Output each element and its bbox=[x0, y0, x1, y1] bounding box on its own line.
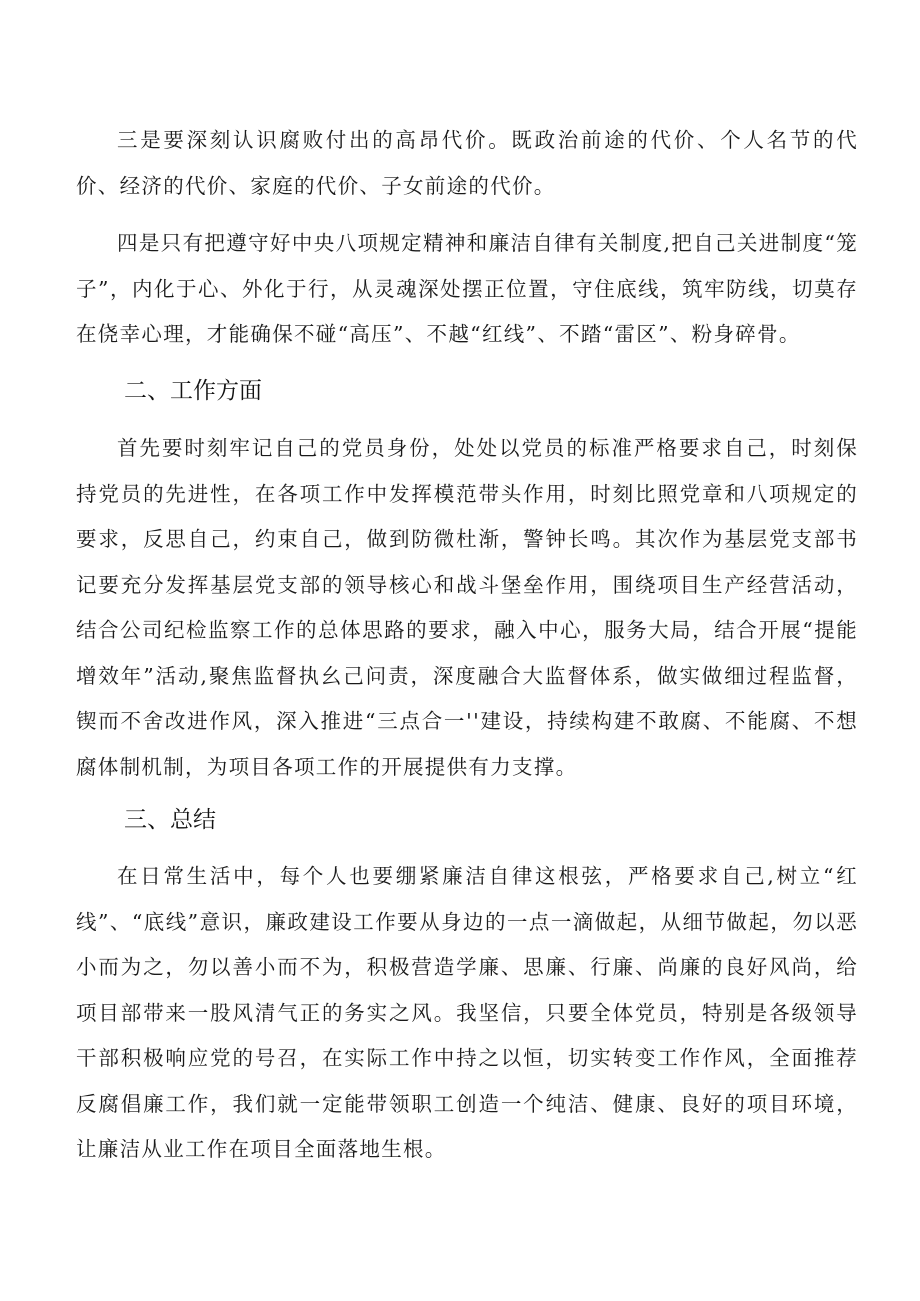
paragraph-cost-of-corruption: 三是要深刻认识腐败付出的高昂代价。既政治前途的代价、个人名节的代价、经济的代价、家庭的代价、子女前途的代价。 bbox=[76, 128, 858, 198]
paragraph-work: 首先要时刻牢记自己的党员身份，处处以党员的标准严格要求自己，时刻保持党员的先进性，在各项工作中发挥模范带头作用，时刻比照党章和八项规定的要求，反思自己，约束自己，做到防微杜渐，警钟长鸣。其次作为基层党支部书记要充分发挥基层党支部的领导核心和战斗堡垒作用，围绕项目生产经营活动，结合公司纪检监察工作的总体思路的要求，融入中心，服务大局，结合开展“提能增效年”活动,聚焦监督执幺己问责，深度融合大监督体系，做实做细过程监督，锲而不舍改进作风，深入推进“三点合一''建设，持续构建不敢腐、不能腐、不想腐体制机制，为项目各项工作的开展提供有力支撑。 bbox=[76, 436, 858, 779]
section-heading-summary: 三、总结 bbox=[124, 807, 216, 833]
paragraph-summary: 在日常生活中，每个人也要绷紧廉洁自律这根弦，严格要求自己,树立“红线”、“底线”意识，廉政建设工作要从身边的一点一滴做起，从细节做起，勿以恶小而为之，勿以善小而不为，积极营造学廉、思廉、行廉、尚廉的良好风尚，给项目部带来一股风清气正的务实之风。我坚信，只要全体党员，特别是各级领导干部积极响应党的号召，在实际工作中持之以恒，切实转变工作作风，全面推荐反腐倡廉工作，我们就一定能带领职工创造一个纯洁、健康、良好的项目环境，让廉洁从业工作在项目全面落地生根。 bbox=[76, 864, 858, 1161]
section-heading-work: 二、工作方面 bbox=[124, 378, 262, 404]
paragraph-eight-regulations: 四是只有把遵守好中央八项规定精神和廉洁自律有关制度,把自己关进制度“笼子”，内化于心、外化于行，从灵魂深处摆正位置，守住底线，筑牢防线，切莫存在侥幸心理，才能确保不碰“高压”、不越“红线”、不踏“雷区”、粉身碎骨。 bbox=[76, 231, 858, 346]
